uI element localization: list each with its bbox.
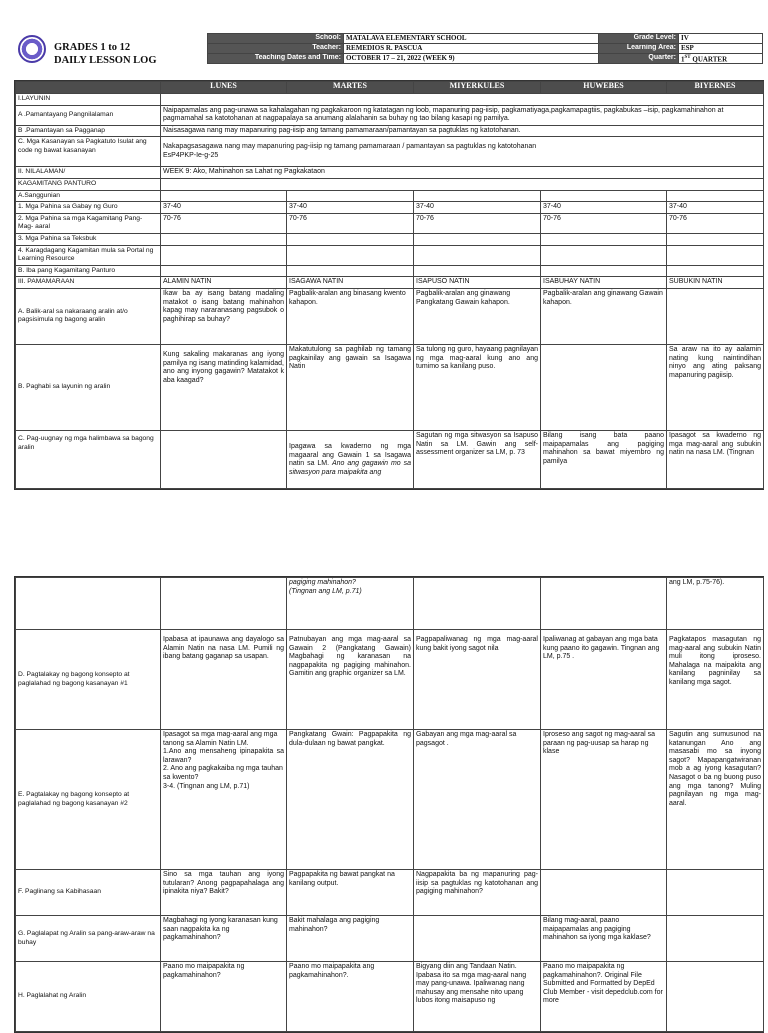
dates-label: Teaching Dates and Time: (208, 54, 344, 64)
day-lunes: LUNES (161, 82, 287, 94)
title-line1: GRADES 1 to 12 (54, 42, 131, 53)
row-label-iba-pang-kagamitan: B. Iba pang Kagamitang Panturo (16, 265, 161, 277)
gabay-pages: 37-40 (161, 202, 287, 214)
phase-isagawa: ISAGAWA NATIN (287, 277, 414, 289)
quarter-label: Quarter: (599, 54, 679, 64)
grade-label: Grade Level: (599, 34, 679, 44)
lesson-log-page-2 (14, 576, 764, 1033)
pag-uugnay-martes-italic: Ano ang gagawin mo sa sitwasyon para maipakita ang (289, 460, 411, 476)
paglalapat-biyernes (667, 916, 764, 962)
row-label-pag-uugnay: C. Pag-uugnay ng mga halimbawa sa bagong aralin (16, 430, 161, 488)
pagtalakay1-lunes: Ipabasa at ipaunawa ang dayalogo sa Alamin Natin na nasa LM. Pumili ng ibang batang gaganap sa usapan. (161, 630, 287, 730)
header (14, 33, 762, 73)
row-label-paglalapat: G. Paglalapat ng Aralin sa pang-araw-araw na buhay (16, 916, 161, 962)
row-label-kasanayan: C. Mga Kasanayan sa Pagkatuto Isulat ang code ng bawat kasanayan (16, 137, 161, 167)
paglalahat-miyerkules: Bigyang diin ang Tandaan Natin. Ipabasa ito sa mga mag-aaral nang may pang-unawa. Ipaliwanag nang mahusay ang mensahe nito upang lubos itong maisapuso ng (414, 962, 541, 1032)
pagtalakay1-huwebes: Ipaliwanag at gabayan ang mga bata kung paano ito gagawin. Tingnan ang LM, p.75 . (541, 630, 667, 730)
pagtalakay2-lunes-line: 1.Ano ang mensaheng ipinapakita sa larawan? (163, 748, 284, 764)
row-label-learning-resource: 4. Karagdagang Kagamitan mula sa Portal ng Learning Resource (16, 245, 161, 265)
phase-alamin: ALAMIN NATIN (161, 277, 287, 289)
phase-isapuso: ISAPUSO NATIN (414, 277, 541, 289)
teacher-value: REMEDIOS R. PASCUA (344, 44, 599, 54)
phase-isabuhay: ISABUHAY NATIN (541, 277, 667, 289)
paglalapat-huwebes: Bilang mag-aaral, paano maipapamalas ang pagiging mahinahon sa iyong mga kaklase? (541, 916, 667, 962)
row-label-teksbuk: 3. Mga Pahina sa Teksbuk (16, 233, 161, 245)
pag-uugnay-miyerkules: Sagutan ng mga sitwasyon sa Isapuso Natin sa LM. Gawin ang self-assessment organizer sa LM, p. 73 (414, 430, 541, 488)
document-title (54, 41, 157, 67)
continued-martes-line2: (Tingnan ang LM, p.71) (289, 587, 362, 595)
row-label-paglinang: F. Paglinang sa Kabihasaan (16, 870, 161, 916)
area-value: ESP (679, 44, 763, 54)
paglalahat-biyernes (667, 962, 764, 1032)
paglalahat-martes: Paano mo maipapakita ang pagkamahinahon?. (287, 962, 414, 1032)
row-label-pamantayan-sa-pagganap: B .Pamantayan sa Pagganap (16, 125, 161, 137)
paglinang-huwebes (541, 870, 667, 916)
pagtalakay2-lunes (161, 730, 287, 870)
dates-value: OCTOBER 17 – 21, 2022 (WEEK 9) (344, 54, 599, 64)
pagtalakay2-biyernes: Sagutin ang sumusunod na katanungan Ano ang masasabi mo sa inyong sagot? Mapapangatwiranan mob a ag iyong kasagutan? Nasagot o ba ng buong puso ang mga tanong? Muling pagnilayan ng mga mag-aaral. (667, 730, 764, 870)
row-label-pamantayang-pangnilalaman: A .Pamantayang Pangnilalaman (16, 105, 161, 125)
pagtalakay2-lunes-line: 2. Ano ang pagkakaiba ng mga tauhan sa kwento? (163, 765, 283, 781)
pag-uugnay-biyernes: Ipasagot sa kwaderno ng mga mag-aaral ang subukin natin na nasa LM. (Tingnan (667, 430, 764, 488)
lm-pages: 70-76 (541, 213, 667, 233)
row-label-pamamaraan: III. PAMAMARAAN (16, 277, 161, 289)
row-label-kagamitang-panturo: KAGAMITANG PANTURO (16, 178, 161, 190)
row-label-kagamitang-pang-mag-aaral: 2. Mga Pahina sa mga Kagamitang Pang- Mag- aaral (16, 213, 161, 233)
lm-pages: 70-76 (161, 213, 287, 233)
pagtalakay2-huwebes: Iproseso ang sagot ng mag-aaral sa paraan ng pag-uusap sa harap ng klase (541, 730, 667, 870)
continued-lunes (161, 578, 287, 630)
lesson-table (15, 81, 764, 489)
row-label-gabay-ng-guro: 1. Mga Pahina sa Gabay ng Guro (16, 202, 161, 214)
paglalahat-huwebes: Paano mo maipapakita ng pagkamahinahon?. Original File Submitted and Formatted by DepEd Club Member - visit depedclub.com for more (541, 962, 667, 1032)
paghabi-lunes: Kung sakaling makaranas ang iyong pamilya ng isang matinding kalamidad, ano ang inyong gagawin? Matatakot k aba kaagad? (161, 344, 287, 430)
teacher-label: Teacher: (208, 44, 344, 54)
row-label-sanggunian: A.Sanggunian (16, 190, 161, 202)
corner-cell (16, 82, 161, 94)
pag-uugnay-huwebes: Bilang isang bata paano maipapamalas ang pagiging mahinahon sa bawat miyembro ng pamilya (541, 430, 667, 488)
pag-uugnay-martes-text: Ipagawa sa kwaderno ng mga magaaral ang Gawain 1 sa Isagawa natin sa LM. (289, 442, 411, 468)
area-label: Learning Area: (599, 44, 679, 54)
lesson-table-continued (15, 577, 764, 1032)
grade-value: IV (679, 34, 763, 44)
row-label-pagtalakay-2: E. Pagtalakay ng bagong konsepto at paglalahad ng bagong kasanayan #2 (16, 730, 161, 870)
pagtalakay2-lunes-line: 3-4. (Tingnan ang LM, p.71) (163, 782, 250, 790)
pamantayan-sa-pagganap-text: Naisasagawa nang may mapanuring pag-iisip ang tamang pamamaraan/pamantayan sa pagtuklas ng katotohanan. (161, 125, 764, 137)
continued-martes-line1: pagiging mahinahon? (289, 579, 356, 586)
pagtalakay1-miyerkules: Pagpapaliwanag ng mga mag-aaral kung bakit iyong sagot nila (414, 630, 541, 730)
title-line2: DAILY LESSON LOG (54, 55, 157, 66)
paghabi-biyernes: Sa araw na ito ay aalamin nating kung naintindihan ninyo ang ating paksang mapanuring pagiisip. (667, 344, 764, 430)
paglalapat-martes: Bakit mahalaga ang pagiging mahinahon? (287, 916, 414, 962)
paglinang-biyernes (667, 870, 764, 916)
kasanayan-text (161, 137, 764, 167)
balik-aral-martes: Pagbalik-aralan ang binasang kwento kahapon. (287, 288, 414, 344)
kasanayan-code: EsP4PKP-Ie-g-25 (163, 151, 219, 159)
phase-subukin: SUBUKIN NATIN (667, 277, 764, 289)
paglinang-lunes: Sino sa mga tauhan ang iyong tutularan? Anong pagpapahalaga ang ipinakita niya? Bakit? (161, 870, 287, 916)
school-label: School: (208, 34, 344, 44)
day-header-row (16, 82, 764, 94)
continued-biyernes: ang LM, p.75-76). (667, 578, 764, 630)
day-biyernes: BIYERNES (667, 82, 764, 94)
pag-uugnay-lunes (161, 430, 287, 488)
lesson-log-page-1 (14, 80, 764, 490)
row-layunin: I.LAYUNIN (16, 94, 161, 106)
nilalaman-text: WEEK 9: Ako, Mahinahon sa Lahat ng Pagkakataon (161, 167, 764, 179)
school-value: MATALAVA ELEMENTARY SCHOOL (344, 34, 599, 44)
balik-aral-miyerkules: Pagbalik-aralan ang ginawang Pangkatang Gawain kahapon. (414, 288, 541, 344)
balik-aral-biyernes (667, 288, 764, 344)
pagtalakay1-biyernes: Pagkatapos masagutan ng mag-aaral ang subukin Natin muli itong iproseso. Mahalaga na maipakita ang kanilang pagninilay sa kanilang mga sagot. (667, 630, 764, 730)
paglalapat-miyerkules (414, 916, 541, 962)
continued-label (16, 578, 161, 630)
day-martes: MARTES (287, 82, 414, 94)
gabay-pages: 37-40 (541, 202, 667, 214)
row-label-balik-aral: A. Balik-aral sa nakaraang aralin at/o pagsisimula ng bagong aralin (16, 288, 161, 344)
balik-aral-lunes: Ikaw ba ay isang batang madaling matakot o isang batang mahinahon kapag may nararanasang pagsubok o paghihirap sa buhay? (161, 288, 287, 344)
info-table (207, 33, 763, 64)
paghabi-miyerkules: Sa tulong ng guro, hayaang pagnilayan ng mga mag-aaral kung ano ang tumimo sa kanilang puso. (414, 344, 541, 430)
paglalapat-lunes: Magbahagi ng iyong karanasan kung saan nagpakita ka ng pagkamahinahon? (161, 916, 287, 962)
balik-aral-huwebes: Pagbalik-aralan ang ginawang Gawain kahapon. (541, 288, 667, 344)
pagtalakay1-martes: Patnubayan ang mga mag-aaral sa Gawain 2 (Pangkatang Gawain) Magbahagi ng karanasan na nagpapakita ng pagiging mahinahon. Gamitin ang graphic organizer sa LM. (287, 630, 414, 730)
pamantayang-pangnilalaman-text: Naipapamalas ang pag-unawa sa kahalagahan ng pagkakaroon ng katatagan ng loob, mapanuring pag-iisip, pagkamatiyaga,pagkamapagtiis, pagkabukas –isip, pagkamahinahon at pagmamahal sa katotohanan at nagpapalaya sa anumang alalahanin sa buhay ng tao bilang kasapi ng pamilya. (161, 105, 764, 125)
lm-pages: 70-76 (287, 213, 414, 233)
paghabi-huwebes (541, 344, 667, 430)
paglinang-martes: Pagpapakita ng bawat pangkat na kanilang output. (287, 870, 414, 916)
lm-pages: 70-76 (414, 213, 541, 233)
paglalahat-lunes: Paano mo maipapakita ng pagkamahinahon? (161, 962, 287, 1032)
paglinang-miyerkules: Nagpapakita ba ng mapanuring pag-iisip sa pagtuklas ng katotohanan ang pagiging mahinahon? (414, 870, 541, 916)
pag-uugnay-martes (287, 430, 414, 488)
pagtalakay2-martes: Pangkatang Gwain: Pagpapakita ng dula-dulaan ng bawat pangkat. (287, 730, 414, 870)
paghabi-martes: Makatutulong sa paghilab ng tamang pagkainilay ang gawain sa Isagawa Natin (287, 344, 414, 430)
row-label-nilalaman: II. NILALAMAN/ (16, 167, 161, 179)
deped-seal-icon (18, 35, 46, 63)
pagtalakay2-miyerkules: Gabayan ang mga mag-aaral sa pagsagot . (414, 730, 541, 870)
gabay-pages: 37-40 (667, 202, 764, 214)
day-huwebes: HUWEBES (541, 82, 667, 94)
row-label-paglalahat: H. Paglalahat ng Aralin (16, 962, 161, 1032)
pagtalakay2-lunes-line: Ipasagot sa mga mag-aaral ang mga tanong sa Alamin Natin LM. (163, 731, 278, 747)
kasanayan-line: Nakapagsasagawa nang may mapanuring pag-iisip ng tamang pamamaraan / pamantayan sa pagtuklas ng katotohanan (163, 143, 537, 151)
row-label-paghabi: B. Paghabi sa layunin ng aralin (16, 344, 161, 430)
day-miyerkules: MIYERKULES (414, 82, 541, 94)
gabay-pages: 37-40 (414, 202, 541, 214)
row-label-pagtalakay-1: D. Pagtalakay ng bagong konsepto at paglalahad ng bagong kasanayan #1 (16, 630, 161, 730)
quarter-value: 1ST QUARTER (679, 54, 763, 64)
gabay-pages: 37-40 (287, 202, 414, 214)
lm-pages: 70-76 (667, 213, 764, 233)
continued-martes (287, 578, 414, 630)
